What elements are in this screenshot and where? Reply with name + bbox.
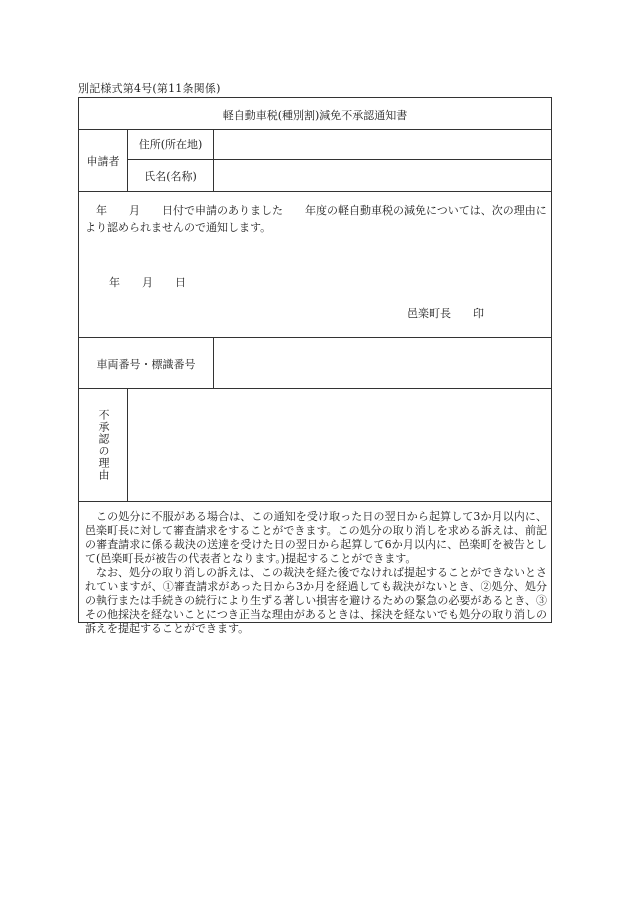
signer: 邑楽町長 印 bbox=[407, 307, 484, 320]
reason-label: 不承認の理由 bbox=[97, 409, 110, 481]
form-title: 軽自動車税(種別割)減免不承認通知書 bbox=[222, 109, 408, 122]
notice-date: 年 月 日 bbox=[109, 276, 186, 289]
vehicle-section bbox=[79, 338, 551, 389]
vehicle-number-label: 車両番号・標識番号 bbox=[79, 338, 214, 389]
form-number: 別記様式第4号(第11条関係) bbox=[78, 82, 221, 95]
name-label: 氏名(名称) bbox=[128, 160, 214, 192]
appeal-paragraph-2: なお、処分の取り消しの訴えは、この裁決を経た後でなければ提起することができないとされていますが、①審査請求があった日から3か月を経過しても裁決がないとき、②処分、処分の執行または手続きの続行により生ずる著しい損害を避けるための緊急の必要があるとき、③その他採決を経ないことにつき正当な理由があるときは、採決を経ないでも処分の取り消しの訴えを提起することができます。 bbox=[85, 566, 547, 635]
appeal-text bbox=[85, 510, 547, 636]
appeal-section bbox=[79, 502, 551, 635]
notice-section bbox=[79, 192, 551, 338]
name-field[interactable] bbox=[214, 160, 551, 192]
vehicle-number-field[interactable] bbox=[214, 338, 551, 389]
reason-section bbox=[79, 389, 551, 502]
notice-form bbox=[78, 97, 552, 635]
appeal-paragraph-1: この処分に不服がある場合は、この通知を受け取った日の翌日から起算して3か月以内に、邑楽町長に対して審査請求をすることができます。この処分の取り消しを求める訴えは、前記の審査請求に係る裁決の送達を受けた日の翌日から起算して6か月以内に、邑楽町を被告として(邑楽町長が被告の代表者となります。)提起することができます。 bbox=[85, 510, 547, 565]
applicant-section bbox=[79, 129, 551, 192]
reason-field[interactable] bbox=[128, 389, 551, 502]
notice-body: 年 月 日付で申請のありました 年度の軽自動車税の減免については、次の理由により認められませんので通知します。 bbox=[85, 204, 547, 234]
address-field[interactable] bbox=[214, 129, 551, 160]
address-label: 住所(所在地) bbox=[128, 129, 214, 160]
reason-label-cell bbox=[79, 389, 128, 502]
title-row bbox=[79, 98, 551, 130]
applicant-label: 申請者 bbox=[79, 129, 128, 192]
